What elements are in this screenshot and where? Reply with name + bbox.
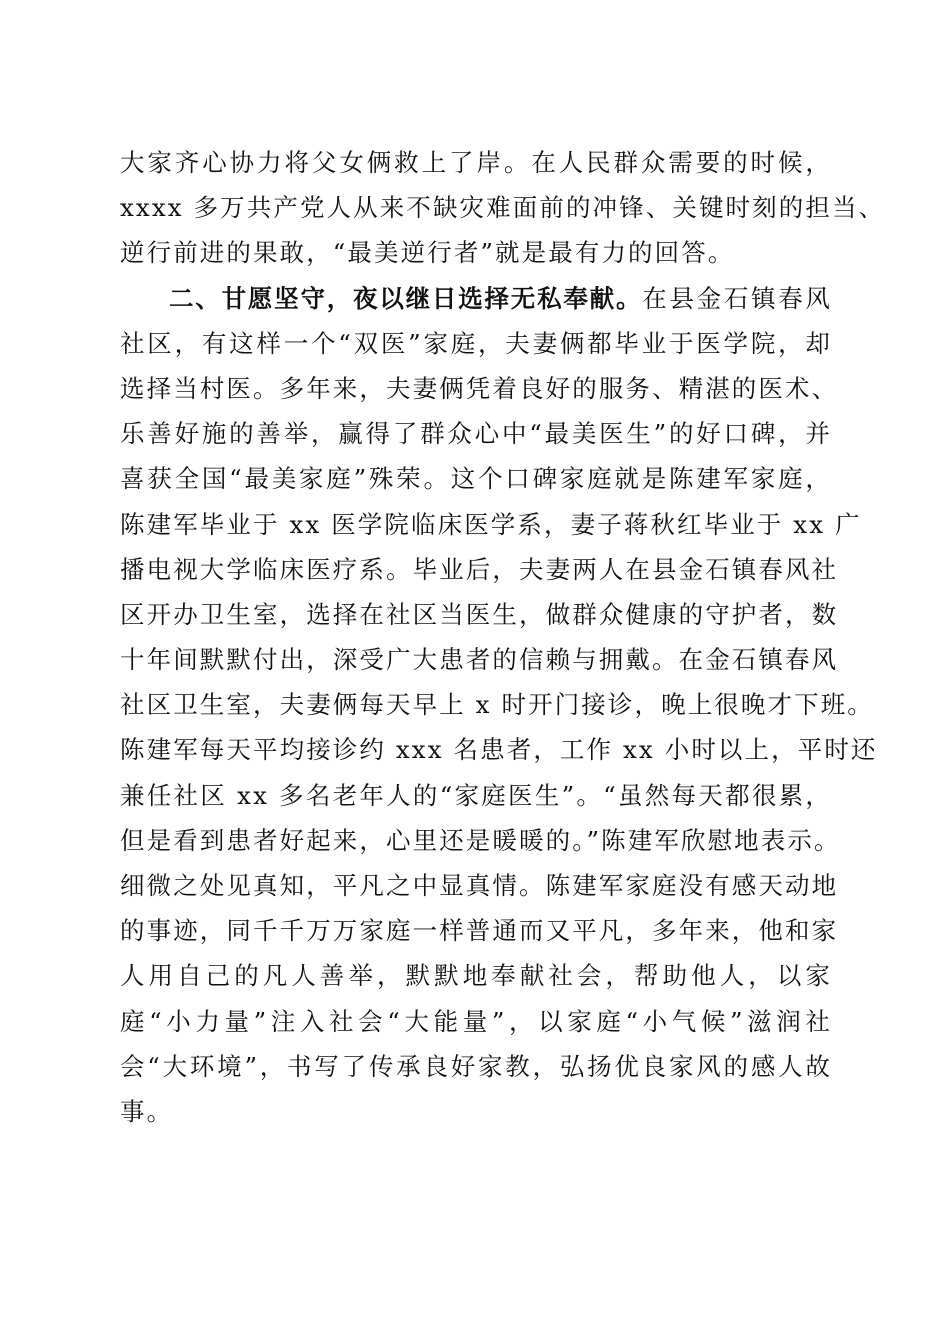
text-line: 大家齐心协力将父女俩救上了岸。在人民群众需要的时候， bbox=[120, 148, 832, 177]
text-line: 喜获全国“最美家庭”殊荣。这个口碑家庭就是陈建军家庭， bbox=[120, 464, 832, 494]
paragraph-2 bbox=[120, 276, 878, 1135]
text-run: 在县金石镇春风 bbox=[642, 283, 832, 313]
text-line: 会“大环境”，书写了传承良好家教，弘扬优良家风的感人故 bbox=[120, 1051, 832, 1081]
text-line: 细微之处见真知，平凡之中显真情。陈建军家庭没有感天动地 bbox=[120, 871, 839, 900]
text-line: 社区卫生室，夫妻俩每天早上 x 时开门接诊，晚上很晚才下班。 bbox=[120, 690, 874, 720]
text-line: 人用自己的凡人善举，默默地奉献社会，帮助他人，以家 bbox=[120, 961, 832, 991]
text-line: 区开办卫生室，选择在社区当医生，做群众健康的守护者，数 bbox=[120, 599, 839, 629]
text-line: 事。 bbox=[120, 1096, 174, 1126]
text-line: 乐善好施的善举，赢得了群众心中“最美医生”的好口碑，并 bbox=[120, 419, 832, 449]
text-line: 但是看到患者好起来，心里还是暖暖的。”陈建军欣慰地表示。 bbox=[120, 825, 841, 855]
document-body bbox=[120, 140, 886, 1134]
text-line: 播电视大学临床医疗系。毕业后，夫妻两人在县金石镇春风社 bbox=[120, 554, 839, 584]
text-line: 逆行前进的果敢，“最美逆行者”就是最有力的回答。 bbox=[120, 238, 735, 268]
section-heading: 二、甘愿坚守，夜以继日选择无私奉献。 bbox=[169, 283, 643, 313]
paragraph-1 bbox=[120, 140, 886, 276]
text-line: 选择当村医。多年来，夫妻俩凭着良好的服务、精湛的医术、 bbox=[120, 373, 839, 403]
text-line: 庭“小力量”注入社会“大能量”，以家庭“小气候”滋润社 bbox=[120, 1006, 832, 1036]
text-line: 兼任社区 xx 多名老年人的“家庭医生”。“虽然每天都很累， bbox=[120, 780, 832, 810]
text-line: xxxx 多万共产党人从来不缺灾难面前的冲锋、关键时刻的担当、 bbox=[120, 193, 886, 223]
text-line: 的事迹，同千千万万家庭一样普通而又平凡，多年来，他和家 bbox=[120, 916, 839, 946]
text-line: 陈建军毕业于 xx 医学院临床医学系，妻子蒋秋红毕业于 xx 广 bbox=[120, 509, 862, 539]
text-line: 社区，有这样一个“双医”家庭，夫妻俩都毕业于医学院，却 bbox=[120, 328, 832, 358]
text-line: 陈建军每天平均接诊约 xxx 名患者，工作 xx 小时以上，平时还 bbox=[120, 735, 878, 765]
paragraph-heading-line bbox=[120, 276, 832, 321]
text-line: 十年间默默付出，深受广大患者的信赖与拥戴。在金石镇春风 bbox=[120, 645, 839, 675]
